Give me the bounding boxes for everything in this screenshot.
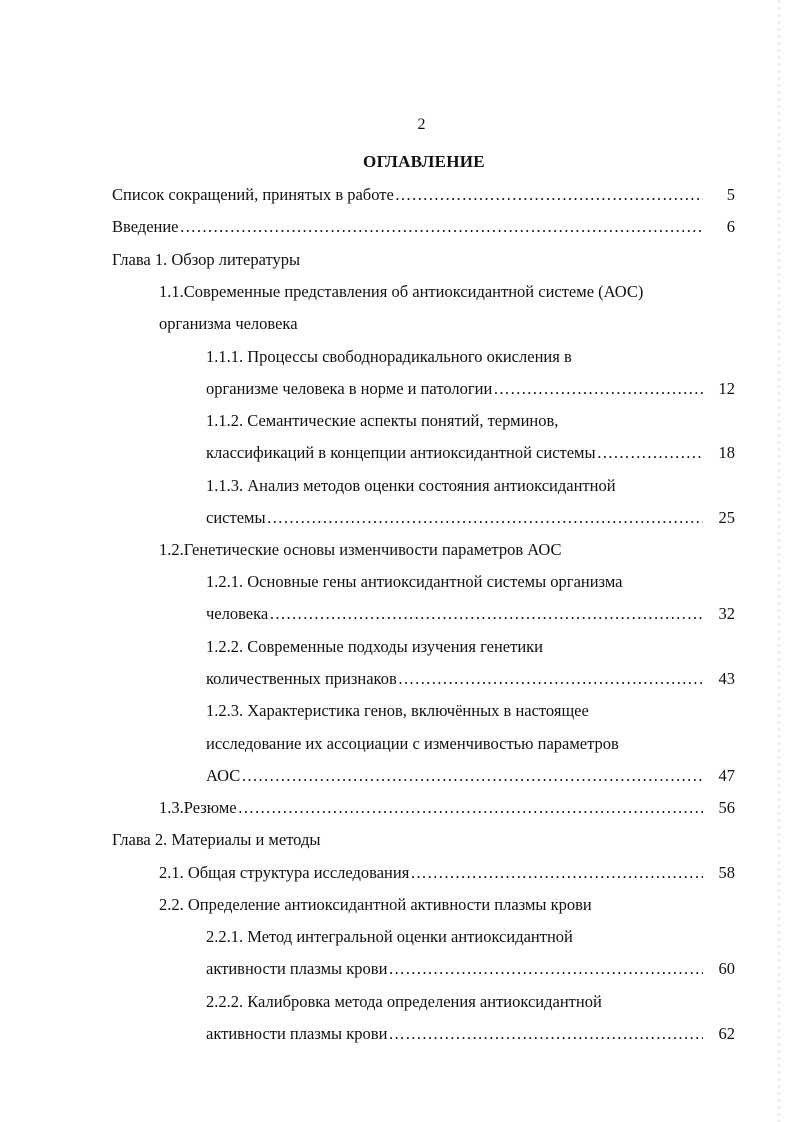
- toc-section-heading: 1.2.Генетические основы изменчивости параметров АОС: [159, 540, 562, 559]
- toc-entry-page: 25: [718, 508, 735, 527]
- toc-entry: [206, 766, 735, 786]
- toc-section-heading: 1.1.Современные представления об антиоксидантной системе (АОС): [159, 282, 644, 301]
- toc-subsection-heading: исследование их ассоциации с изменчивостью параметров: [206, 734, 619, 753]
- toc-entry-page: 6: [726, 217, 735, 236]
- toc-entry-page: 58: [718, 863, 735, 882]
- toc-entry-text: 2.1. Общая структура исследования: [159, 863, 410, 882]
- page-number: 2: [417, 116, 426, 133]
- toc-entry-page: 32: [718, 604, 735, 623]
- toc-section-heading: 2.2. Определение антиоксидантной активности плазмы крови: [159, 895, 592, 914]
- toc-entry: [206, 669, 735, 689]
- toc-entry: [206, 959, 735, 979]
- toc-entry-page: 12: [718, 379, 735, 398]
- toc-chapter-heading: Глава 1. Обзор литературы: [112, 250, 301, 269]
- dot-leader: [493, 379, 703, 399]
- toc-entry: [159, 863, 735, 883]
- toc-subsection-heading: 2.2.2. Калибровка метода определения антиоксидантной: [206, 992, 602, 1011]
- toc-entry: [206, 508, 735, 528]
- dot-leader: [597, 443, 703, 463]
- toc-entry-page: 43: [718, 669, 735, 688]
- toc-entry-text: количественных признаков: [206, 669, 397, 688]
- toc-entry-text: человека: [206, 604, 269, 623]
- dot-leader: [388, 1024, 703, 1044]
- toc-entry-text: классификаций в концепции антиоксидантной системы: [206, 443, 596, 462]
- toc-entry-text: АОС: [206, 766, 241, 785]
- dot-leader: [269, 604, 703, 624]
- toc-entry-page: 18: [718, 443, 735, 462]
- toc-subsection-heading: 1.2.1. Основные гены антиоксидантной системы организма: [206, 572, 623, 591]
- toc-section-heading: организма человека: [159, 314, 298, 333]
- dot-leader: [180, 217, 703, 237]
- dot-leader: [241, 766, 703, 786]
- toc-entry-text: системы: [206, 508, 266, 527]
- toc-entry: [159, 798, 735, 818]
- toc-title: ОГЛАВЛЕНИЕ: [363, 152, 485, 171]
- toc-entry-page: 47: [718, 766, 735, 785]
- toc-entry-page: 60: [718, 959, 735, 978]
- toc-entry: [206, 604, 735, 624]
- dot-leader: [267, 508, 703, 528]
- toc-entry-page: 56: [718, 798, 735, 817]
- toc-entry: [112, 185, 735, 205]
- dot-leader: [388, 959, 703, 979]
- toc-entry: [112, 217, 735, 237]
- dot-leader: [238, 798, 703, 818]
- dot-leader: [395, 185, 703, 205]
- toc-entry-text: организме человека в норме и патологии: [206, 379, 493, 398]
- toc-subsection-heading: 1.1.3. Анализ методов оценки состояния антиоксидантной: [206, 476, 616, 495]
- toc-entry-text: активности плазмы крови: [206, 1024, 388, 1043]
- toc-entry: [206, 379, 735, 399]
- toc-subsection-heading: 2.2.1. Метод интегральной оценки антиоксидантной: [206, 927, 573, 946]
- toc-entry-page: 5: [726, 185, 735, 204]
- dot-leader: [410, 863, 703, 883]
- dot-leader: [398, 669, 703, 689]
- toc-subsection-heading: 1.2.2. Современные подходы изучения генетики: [206, 637, 543, 656]
- toc-entry-text: активности плазмы крови: [206, 959, 388, 978]
- toc-chapter-heading: Глава 2. Материалы и методы: [112, 830, 321, 849]
- toc-entry: [206, 1024, 735, 1044]
- toc-entry-text: 1.3.Резюме: [159, 798, 237, 817]
- toc-entry-text: Введение: [112, 217, 179, 236]
- toc-entry-text: Список сокращений, принятых в работе: [112, 185, 394, 204]
- toc-subsection-heading: 1.1.1. Процессы свободнорадикального окисления в: [206, 347, 572, 366]
- toc-subsection-heading: 1.1.2. Семантические аспекты понятий, терминов,: [206, 411, 559, 430]
- toc-entry: [206, 443, 735, 463]
- toc-subsection-heading: 1.2.3. Характеристика генов, включённых в настоящее: [206, 701, 589, 720]
- toc-entry-page: 62: [718, 1024, 735, 1043]
